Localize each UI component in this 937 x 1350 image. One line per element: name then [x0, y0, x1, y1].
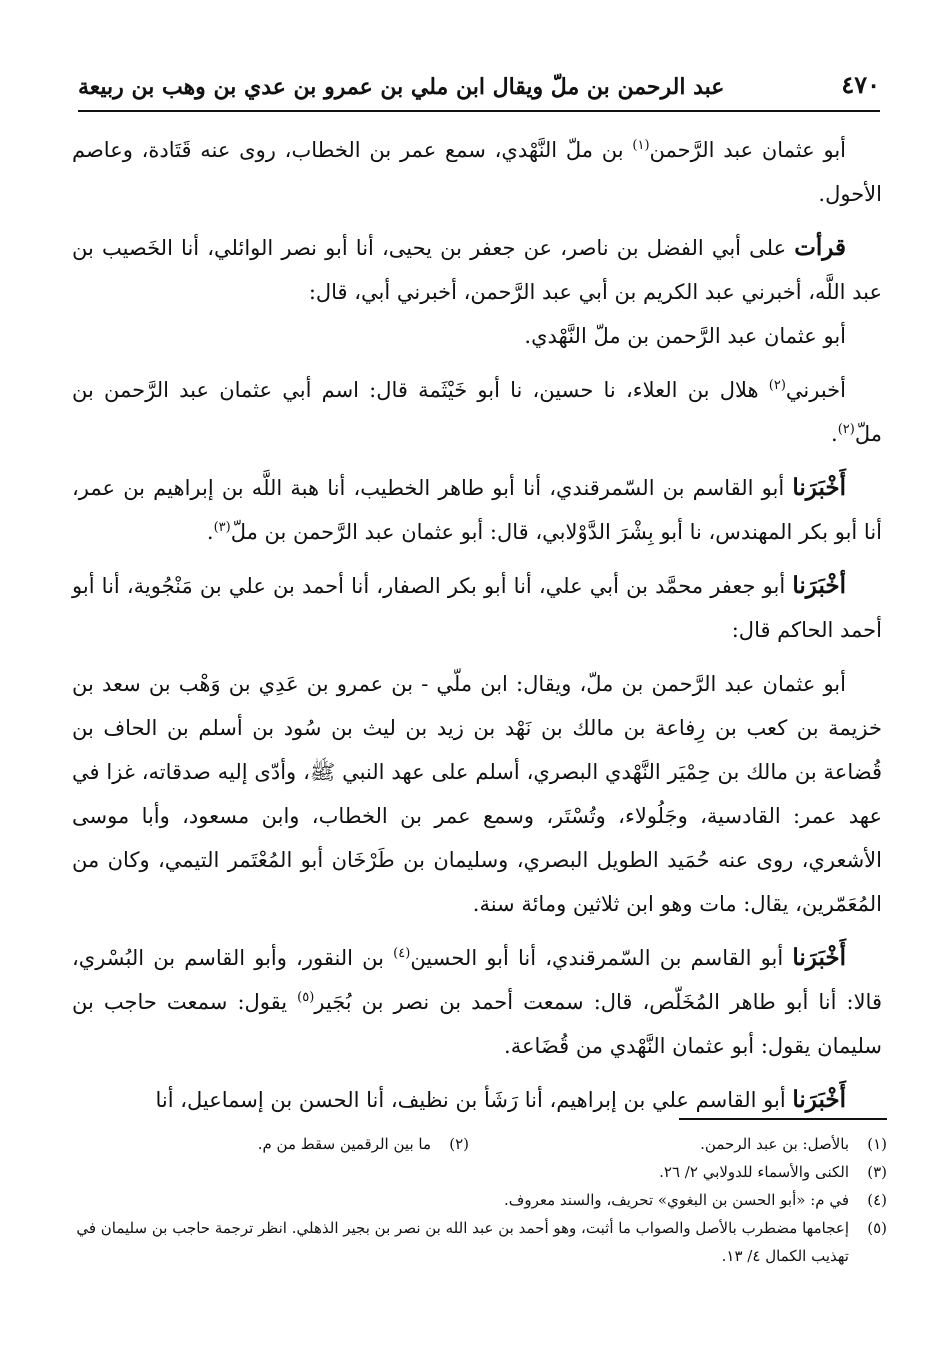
footnote-row — [67, 1186, 887, 1214]
footnotes — [67, 1130, 887, 1270]
paragraph-text: بن ملّ النَّهْدي، سمع عمر بن الخطاب، روى عنه قَتَادة، وعاصم الأحول. — [72, 138, 882, 206]
footnote-row — [67, 1158, 887, 1186]
footnote-number: (٥) — [867, 1219, 887, 1237]
punctuation: . — [831, 422, 838, 446]
paragraph-text: أبو عثمان عبد الرَّحمن بن ملّ، ويقال: ابن ملّي - بن عمرو بن عَدِي بن وَهْب بن سعد بن خزيمة بن كعب بن رِفاعة بن مالك بن نَهْد بن زيد بن ليث بن سُود بن أسلم بن الحاف بن قُضاعة بن مالك بن حِمْيَر النَّهْدي البصري، أسلم على عهد النبي ﷺ، وأدّى إليه صدقاته، غزا في عهد عمر: القادسية، وجَلُولاء، وتُسْتَر، وسمع عمر بن الخطاب، وابن مسعود، وأبا موسى الأشعري، روى عنه حُمَيد الطويل البصري، وسليمان بن طَرْخَان أبو المُعْتَمر التيمي، وكان من المُعَمّرين، يقال: مات وهو ابن ثلاثين ومائة سنة. — [72, 672, 882, 916]
footnote-divider — [679, 1118, 887, 1120]
footnote-ref: (١) — [632, 138, 650, 153]
paragraph-text: أبو جعفر محمَّد بن أبي علي، أنا أبو بكر الصفار، أنا أحمد بن علي بن مَنْجُوية، أنا أبو أحمد الحاكم قال: — [72, 574, 882, 642]
paragraph-text: بن النقور، وأبو القاسم بن البُسْري، قالا: أنا أبو طاهر المُخَلّص، قال: سمعت أحمد بن نصر بن بُجَير — [72, 946, 882, 1014]
footnote-text: بالأصل: بن عبد الرحمن. — [700, 1135, 849, 1153]
running-header — [78, 62, 880, 112]
paragraph-text: أبو القاسم علي بن إبراهيم، أنا رَشَأ بن نظيف، أنا الحسن بن إسماعيل، أنا — [155, 1088, 793, 1112]
paragraph-text: على أبي الفضل بن ناصر، عن جعفر بن يحيى، أنا أبو نصر الوائلي، أنا الخَصيب بن عبد اللَّه، أخبرني عبد الكريم بن أبي عبد الرَّحمن، أخبرني أبي، قال: — [72, 236, 882, 304]
paragraph-3 — [72, 314, 882, 358]
paragraph-text: أبو عثمان عبد الرَّحمن بن ملّ النَّهْدي. — [524, 324, 846, 348]
paragraph-text: أبو القاسم بن السّمرقندي، أنا أبو الحسين — [410, 946, 793, 970]
keyword: أَخْبَرَنا — [792, 1086, 846, 1113]
paragraph-4 — [72, 368, 882, 456]
footnote-number: (٢) — [449, 1135, 469, 1153]
footnote-ref: (٢) — [837, 422, 855, 437]
footnote-ref: (٤) — [393, 946, 411, 961]
paragraph-text: أبو القاسم بن السّمرقندي، أنا أبو طاهر الخطيب، أنا هبة اللَّه بن إبراهيم بن عمر، أنا أبو بكر المهندس، نا أبو بِشْرَ الدَّوْلابي، قال: أبو عثمان عبد الرَّحمن بن ملّ — [72, 476, 882, 544]
footnote-ref: (٥) — [297, 990, 315, 1005]
page-number: ٤٧٠ — [841, 70, 880, 99]
main-text — [72, 128, 882, 1122]
footnote-text: في م: «أبو الحسن بن البغوي» تحريف، والسند معروف. — [504, 1191, 849, 1209]
footnote-text: إعجامها مضطرب بالأصل والصواب ما أثبت، وهو أحمد بن عبد الله بن نصر بن بجير الذهلي. انظر ترجمة حاجب بن سليمان في تهذيب الكمال ٤/ ١٣. — [76, 1219, 849, 1265]
paragraph-5 — [72, 466, 882, 554]
keyword: أَخْبَرَنا — [792, 474, 846, 501]
footnote-ref: (٢) — [768, 378, 786, 393]
header-title: عبد الرحمن بن ملّ ويقال ابن ملي بن عمرو بن عدي بن وهب بن ربيعة — [78, 74, 725, 100]
paragraph-1 — [72, 128, 882, 216]
paragraph-text: هلال بن العلاء، نا حسين، نا أبو خَيْثَمة قال: اسم أبي عثمان عبد الرَّحمن بن ملّ — [72, 378, 882, 446]
paragraph-text: أبو عثمان عبد الرَّحمن — [649, 138, 846, 162]
footnote-row — [67, 1214, 887, 1270]
footnote-row — [67, 1130, 887, 1158]
paragraph-text: يقول: سمعت حاجب بن سليمان يقول: أبو عثمان النَّهْدي من قُضَاعة. — [72, 990, 882, 1058]
punctuation: . — [206, 520, 214, 544]
keyword: قرأت — [794, 234, 846, 261]
keyword: أَخْبَرَنا — [792, 944, 847, 971]
footnote-number: (٤) — [867, 1191, 887, 1209]
footnote-number: (٣) — [867, 1163, 887, 1181]
paragraph-9 — [72, 1078, 882, 1122]
paragraph-7 — [72, 662, 882, 926]
paragraph-text: أخبرني — [785, 378, 846, 402]
paragraph-2 — [72, 226, 882, 314]
footnote-number: (١) — [867, 1135, 887, 1153]
footnote-text: ما بين الرقمين سقط من م. — [257, 1135, 431, 1153]
footnote-text: الكنى والأسماء للدولابي ٢/ ٢٦. — [659, 1163, 849, 1181]
footnote-ref: (٣) — [213, 520, 231, 535]
paragraph-6 — [72, 564, 882, 652]
keyword: أخْبَرَنا — [792, 572, 846, 599]
paragraph-8 — [72, 936, 882, 1068]
